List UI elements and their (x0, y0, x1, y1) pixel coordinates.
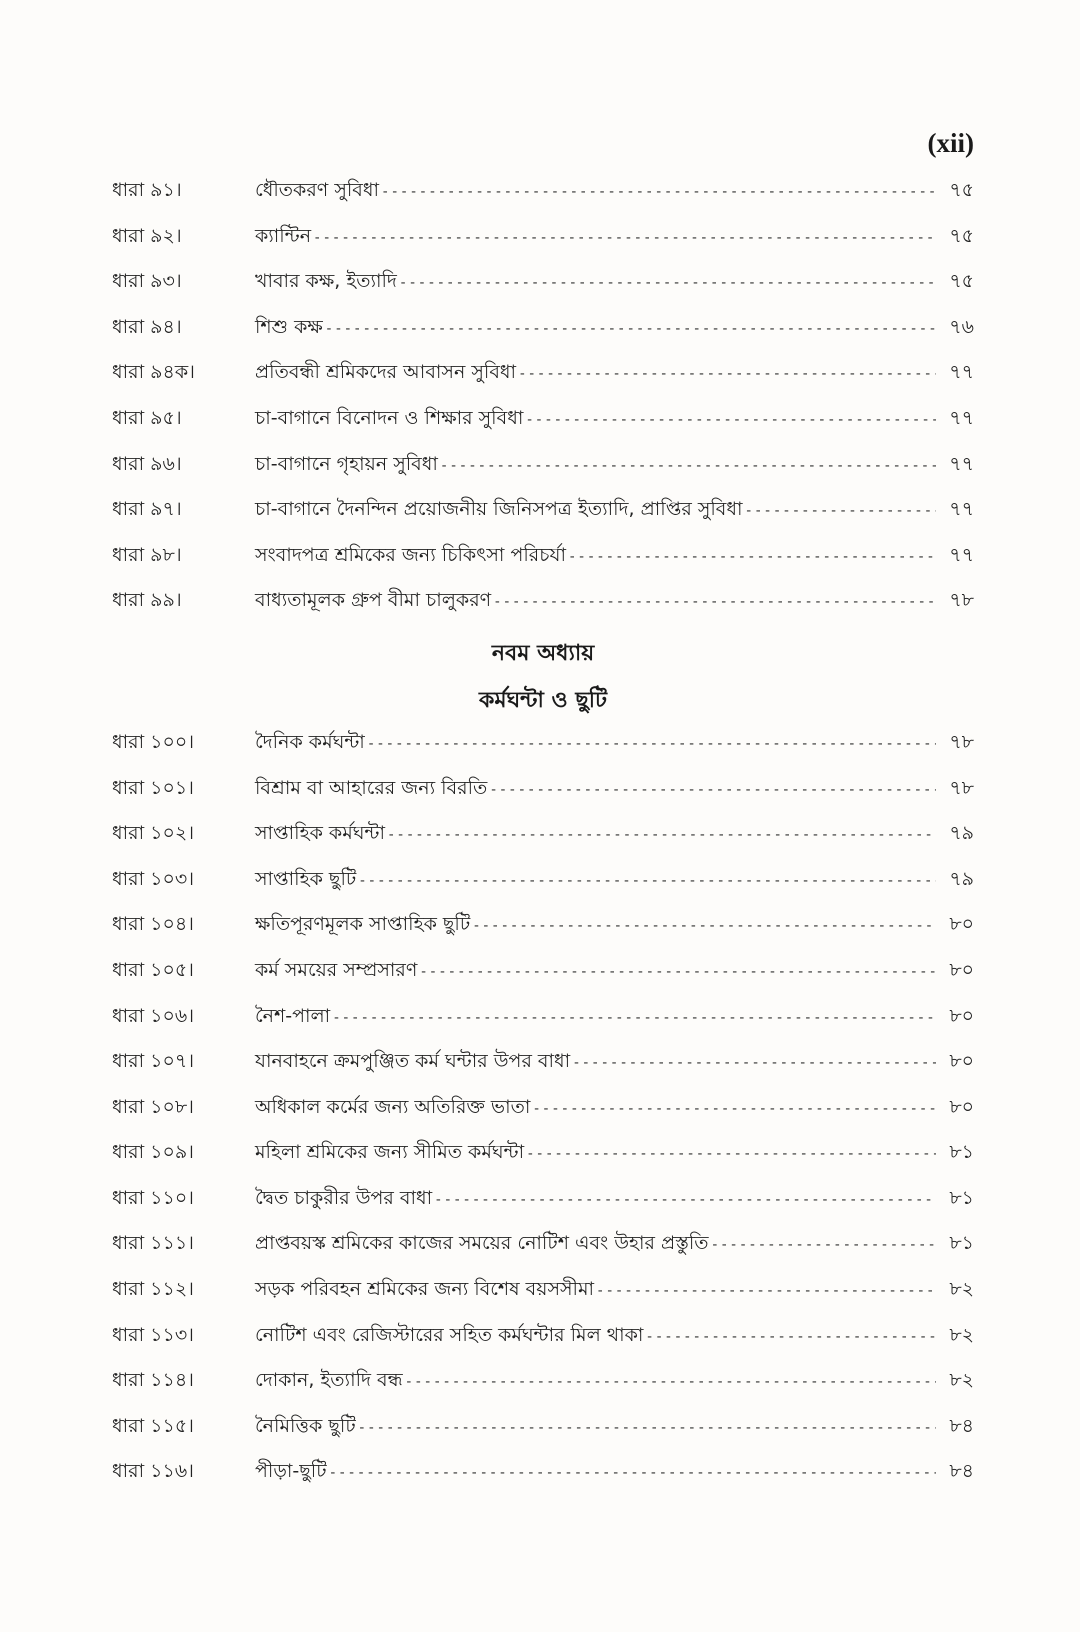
dot-leader (358, 873, 936, 889)
section-number: ধারা ১০০। (112, 730, 194, 753)
page-ref: ৭৭ (949, 452, 974, 475)
toc-row (112, 956, 974, 1002)
page-ref: ৭৫ (949, 270, 974, 293)
toc-row (112, 1412, 974, 1458)
section-number: ধারা ৯৪ক। (112, 361, 195, 384)
toc-row (112, 728, 974, 774)
toc-row (112, 1047, 974, 1093)
page-number: (xii) (927, 128, 974, 158)
toc-row (112, 450, 974, 496)
dot-leader (711, 1237, 936, 1253)
section-title: ক্ষতিপূরণমূলক সাপ্তাহিক ছুটি (255, 913, 471, 936)
dot-leader (313, 230, 936, 246)
page-ref: ৭৮ (949, 589, 974, 612)
dot-leader (572, 1055, 936, 1071)
page-ref: ৮০ (949, 1050, 974, 1073)
section-title: দৈনিক কর্মঘন্টা (255, 730, 365, 753)
toc-row (112, 358, 974, 404)
section-number: ধারা ১০৩। (112, 867, 194, 890)
toc-row (112, 404, 974, 450)
page-ref: ৭৫ (949, 179, 974, 201)
section-title: খাবার কক্ষ, ইত্যাদি (255, 270, 397, 293)
page-ref: ৮১ (949, 1141, 974, 1164)
section-title: দ্বৈত চাকুরীর উপর বাধা (255, 1186, 433, 1209)
section-number: ধারা ৯১। (112, 179, 182, 201)
toc-row (112, 222, 974, 268)
section-number: ধারা ১১৬। (112, 1460, 194, 1483)
page-ref: ৭৭ (949, 361, 974, 384)
toc-row (112, 1184, 974, 1230)
section-number: ধারা ৯৩। (112, 270, 182, 293)
page-ref: ৭৭ (949, 498, 974, 521)
dot-leader (472, 918, 936, 934)
dot-leader (745, 503, 936, 519)
section-title: মহিলা শ্রমিকের জন্য সীমিত কর্মঘন্টা (255, 1141, 525, 1164)
section-title: ক্যান্টিন (255, 224, 312, 247)
section-title: প্রাপ্তবয়স্ক শ্রমিকের কাজের সময়ের নোটিশ এবং উহার প্রস্তুতি (255, 1232, 709, 1255)
section-title: চা-বাগানে দৈনন্দিন প্রয়োজনীয় জিনিসপত্র ইত্যাদি, প্রাপ্তির সুবিধা (255, 498, 743, 521)
dot-leader (645, 1329, 936, 1345)
dot-leader (399, 275, 936, 291)
page-ref: ৮৪ (949, 1460, 974, 1483)
section-number: ধারা ১১০। (112, 1186, 194, 1209)
section-number: ধারা ১১৪। (112, 1369, 194, 1392)
dot-leader (367, 736, 936, 752)
page-ref: ৮০ (949, 958, 974, 981)
chapter-subheading: কর্মঘন্টা ও ছুটি (478, 687, 607, 713)
section-number: ধারা ১০২। (112, 822, 194, 845)
page-ref: ৮০ (949, 1004, 974, 1027)
dot-leader (419, 964, 936, 980)
page-ref: ৭৮ (949, 730, 974, 753)
section-number: ধারা ১০৬। (112, 1004, 194, 1027)
toc-row (112, 774, 974, 820)
dot-leader (329, 1465, 936, 1481)
toc-row (112, 267, 974, 313)
section-title: নৈশ-পালা (255, 1004, 331, 1027)
section-title: সাপ্তাহিক কর্মঘন্টা (255, 822, 385, 845)
section-number: ধারা ৯৮। (112, 543, 182, 566)
toc-row (112, 1229, 974, 1275)
dot-leader (325, 321, 936, 337)
section-number: ধারা ১০১। (112, 776, 194, 799)
toc-row (112, 313, 974, 359)
dot-leader (493, 594, 936, 610)
section-number: ধারা ১০৪। (112, 913, 194, 936)
toc-row (112, 1366, 974, 1412)
page-ref: ৮২ (949, 1369, 974, 1392)
section-number: ধারা ১০৫। (112, 958, 194, 981)
page-ref: ৮০ (949, 913, 974, 936)
dot-leader (405, 1374, 936, 1390)
toc-row (112, 1138, 974, 1184)
toc-row (112, 1457, 974, 1503)
dot-leader (440, 458, 936, 474)
toc-row (112, 865, 974, 911)
section-number: ধারা ১১১। (112, 1232, 194, 1255)
section-number: ধারা ৯৪। (112, 315, 182, 338)
toc-row (112, 1275, 974, 1321)
section-title: প্রতিবন্ধী শ্রমিকদের আবাসন সুবিধা (255, 361, 517, 384)
dot-leader (568, 549, 936, 565)
section-title: পীড়া-ছুটি (255, 1460, 327, 1483)
section-title: বাধ্যতামূলক গ্রুপ বীমা চালুকরণ (255, 589, 492, 612)
toc-row (112, 1002, 974, 1048)
section-number: ধারা ৯৭। (112, 498, 182, 521)
page-ref: ৮২ (949, 1323, 974, 1346)
section-title: চা-বাগানে গৃহায়ন সুবিধা (255, 452, 438, 475)
section-title: নৈমিত্তিক ছুটি (255, 1414, 356, 1437)
page-ref: ৭৯ (949, 822, 974, 845)
page-ref: ৮২ (949, 1278, 974, 1301)
section-number: ধারা ৯৯। (112, 589, 182, 612)
toc-row (112, 586, 974, 632)
section-title: কর্ম সময়ের সম্প্রসারণ (255, 958, 418, 981)
page-ref: ৭৭ (949, 406, 974, 429)
dot-leader (332, 1010, 936, 1026)
dot-leader (518, 366, 936, 382)
section-title: অধিকাল কর্মের জন্য অতিরিক্ত ভাতা (255, 1095, 531, 1118)
section-title: সংবাদপত্র শ্রমিকের জন্য চিকিৎসা পরিচর্যা (255, 543, 566, 566)
dot-leader (387, 827, 936, 843)
page-ref: ৮১ (949, 1186, 974, 1209)
page-ref: ৮০ (949, 1095, 974, 1118)
dot-leader (596, 1283, 936, 1299)
page-ref: ৭৯ (949, 867, 974, 890)
toc-row (112, 1321, 974, 1367)
section-title: নোটিশ এবং রেজিস্টারের সহিত কর্মঘন্টার মিল থাকা (255, 1323, 644, 1346)
page-ref: ৮১ (949, 1232, 974, 1255)
section-number: ধারা ১০৭। (112, 1050, 194, 1073)
section-number: ধারা ১০৯। (112, 1141, 194, 1164)
section-number: ধারা ১০৮। (112, 1095, 194, 1118)
dot-leader (358, 1420, 936, 1436)
dot-leader (532, 1101, 936, 1117)
page-ref: ৭৬ (949, 315, 974, 338)
page-ref: ৭৮ (949, 776, 974, 799)
toc-row (112, 819, 974, 865)
chapter-heading: নবম অধ্যায় (491, 640, 595, 666)
section-number: ধারা ৯৬। (112, 452, 182, 475)
section-title: সড়ক পরিবহন শ্রমিকের জন্য বিশেষ বয়সসীমা (255, 1278, 595, 1301)
table-of-contents (112, 176, 974, 1503)
toc-row (112, 176, 974, 222)
section-title: যানবাহনে ক্রমপুঞ্জিত কর্ম ঘন্টার উপর বাধা (255, 1050, 571, 1073)
section-title: শিশু কক্ষ (255, 315, 323, 338)
section-title: দোকান, ইত্যাদি বন্ধ (255, 1369, 403, 1392)
section-title: চা-বাগানে বিনোদন ও শিক্ষার সুবিধা (255, 406, 524, 429)
page-ref: ৮৪ (949, 1414, 974, 1437)
section-number: ধারা ১১৫। (112, 1414, 194, 1437)
page-ref: ৭৫ (949, 224, 974, 247)
toc-row (112, 541, 974, 587)
section-number: ধারা ৯২। (112, 224, 182, 247)
dot-leader (526, 1146, 936, 1162)
toc-row (112, 910, 974, 956)
section-number: ধারা ৯৫। (112, 406, 182, 429)
section-title: ধৌতকরণ সুবিধা (255, 179, 380, 201)
dot-leader (381, 184, 936, 200)
page-ref: ৭৭ (949, 543, 974, 566)
dot-leader (525, 412, 936, 428)
section-number: ধারা ১১৩। (112, 1323, 194, 1346)
section-title: সাপ্তাহিক ছুটি (255, 867, 357, 890)
toc-row (112, 495, 974, 541)
section-number: ধারা ১১২। (112, 1278, 194, 1301)
section-title: বিশ্রাম বা আহারের জন্য বিরতি (255, 776, 488, 799)
dot-leader (489, 782, 936, 798)
dot-leader (434, 1192, 936, 1208)
toc-row (112, 1093, 974, 1139)
